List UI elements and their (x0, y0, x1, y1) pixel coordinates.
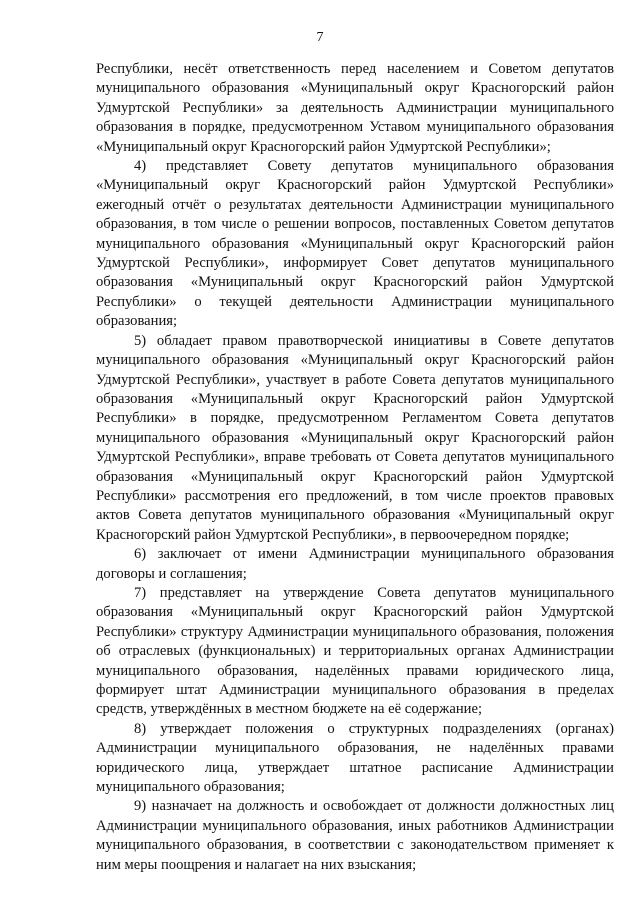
paragraph-continuation: Республики, несёт ответственность перед населением и Советом депутатов муниципального образования «Муниципальный округ Красногорский район Удмуртской Республики» за деятельность Администрации муниципального образования в порядке, предусмотренном Уставом муниципального образования «Муниципальный округ Красногорский район Удмуртской Республики»; (96, 61, 614, 155)
paragraph-item-5: 5) обладает правом правотворческой инициативы в Совете депутатов муниципального образования «Муниципальный округ Красногорский район Удмуртской Республики», участвует в работе Совета депутатов муниципального образования «Муниципальный округ Красногорский район Удмуртской Республики» в порядке, предусмотренном Регламентом Совета депутатов муниципального образования «Муниципальный округ Красногорский район Удмуртской Республики», вправе требовать от Совета депутатов муниципального образования «Муниципальный округ Красногорский район Удмуртской Республики» рассмотрения его предложений, в том числе проектов правовых актов Совета депутатов муниципального образования «Муниципальный округ Красногорский район Удмуртской Республики», в первоочередном порядке; (96, 332, 614, 543)
paragraph-item-9: 9) назначает на должность и освобождает от должности должностных лиц Администрации муниципального образования, иных работников Администрации муниципального образования, в соответствии с законодательством применяет к ним меры поощрения и налагает на них взыскания; (96, 798, 614, 873)
document-body (96, 60, 614, 875)
page-number: 7 (316, 30, 324, 45)
paragraph-item-8: 8) утверждает положения о структурных подразделениях (органах) Администрации муниципального образования, не наделённых правами юридического лица, утверждает штатное расписание Администрации муниципального образования; (96, 720, 614, 796)
paragraph-item-7: 7) представляет на утверждение Совета депутатов муниципального образования «Муниципальный округ Красногорский район Удмуртской Республики» структуру Администрации муниципального образования, положения об отраслевых (функциональных) и территориальных органах Администрации муниципального образования, наделённых правами юридического лица, формирует штат Администрации муниципального образования в пределах средств, утверждённых в местном бюджете на её содержание; (96, 584, 614, 718)
paragraph-item-6: 6) заключает от имени Администрации муниципального образования договоры и соглашения; (96, 546, 614, 582)
paragraph-item-4: 4) представляет Совету депутатов муниципального образования «Муниципальный округ Красногорский район Удмуртской Республики» ежегодный отчёт о результатах деятельности Администрации муниципального образования, в том числе о решении вопросов, поставленных Советом депутатов муниципального образования «Муниципальный округ Красногорский район Удмуртской Республики», информирует Совет депутатов муниципального образования «Муниципальный округ Красногорский район Удмуртской Республики» о текущей деятельности Администрации муниципального образования; (96, 158, 614, 330)
